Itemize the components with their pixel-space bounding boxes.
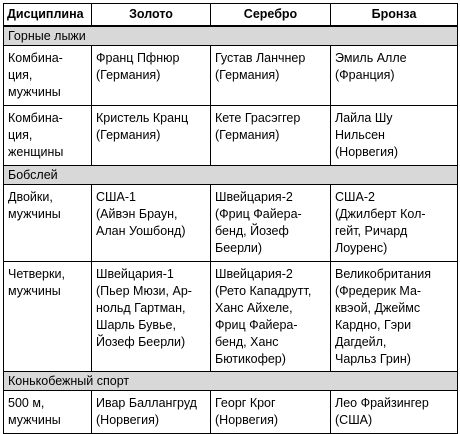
silver-cell: Швейцария-2 (Фриц Файера- бенд, Йозеф Беерли) <box>211 185 331 262</box>
discipline-cell: Комбина- ция, женщины <box>4 106 92 166</box>
gold-cell: Швейцария-1 (Пьер Мюзи, Ар- нольд Гартман, Шарль Бувье, Йозеф Беерли) <box>92 262 211 372</box>
bronze-cell: Лео Фрайзингер (США) <box>331 391 458 434</box>
gold-cell: Франц Пфнюр (Германия) <box>92 46 211 106</box>
header-silver: Серебро <box>211 4 331 27</box>
bronze-cell: Великобритания (Фредерик Ма- квэой, Джеймс Кардно, Гэри Дагдейл, Чарльз Грин) <box>331 262 458 372</box>
section-title: Бобслей <box>4 166 458 185</box>
section-title: Конькобежный спорт <box>4 372 458 391</box>
discipline-cell: Четверки, мужчины <box>4 262 92 372</box>
bronze-cell: Лайла Шу Нильсен (Норвегия) <box>331 106 458 166</box>
silver-cell: Георг Крог (Норвегия) <box>211 391 331 434</box>
table-row <box>4 106 458 166</box>
gold-cell: Ивар Баллангруд (Норвегия) <box>92 391 211 434</box>
header-discipline: Дисциплина <box>4 4 92 27</box>
table-row <box>4 262 458 372</box>
section-header-bobsleigh <box>4 166 458 185</box>
table-row <box>4 391 458 434</box>
medal-table <box>3 3 458 434</box>
table-header-row <box>4 4 458 27</box>
bronze-cell: Эмиль Алле (Франция) <box>331 46 458 106</box>
discipline-cell: 500 м, мужчины <box>4 391 92 434</box>
table-row <box>4 46 458 106</box>
bronze-cell: США-2 (Джилберт Кол- гейт, Ричард Лоуренс) <box>331 185 458 262</box>
header-gold: Золото <box>92 4 211 27</box>
discipline-cell: Комбина- ция, мужчины <box>4 46 92 106</box>
silver-cell: Швейцария-2 (Рето Кападрутт, Ханс Айхеле, Фриц Файера- бенд, Ханс Бютикофер) <box>211 262 331 372</box>
silver-cell: Кете Грасэггер (Германия) <box>211 106 331 166</box>
section-title: Горные лыжи <box>4 26 458 46</box>
gold-cell: Кристель Кранц (Германия) <box>92 106 211 166</box>
table-row <box>4 185 458 262</box>
silver-cell: Густав Ланчнер (Германия) <box>211 46 331 106</box>
discipline-cell: Двойки, мужчины <box>4 185 92 262</box>
header-bronze: Бронза <box>331 4 458 27</box>
gold-cell: США-1 (Айвэн Браун, Алан Уошбонд) <box>92 185 211 262</box>
section-header-speed-skating <box>4 372 458 391</box>
section-header-alpine-skiing <box>4 26 458 46</box>
